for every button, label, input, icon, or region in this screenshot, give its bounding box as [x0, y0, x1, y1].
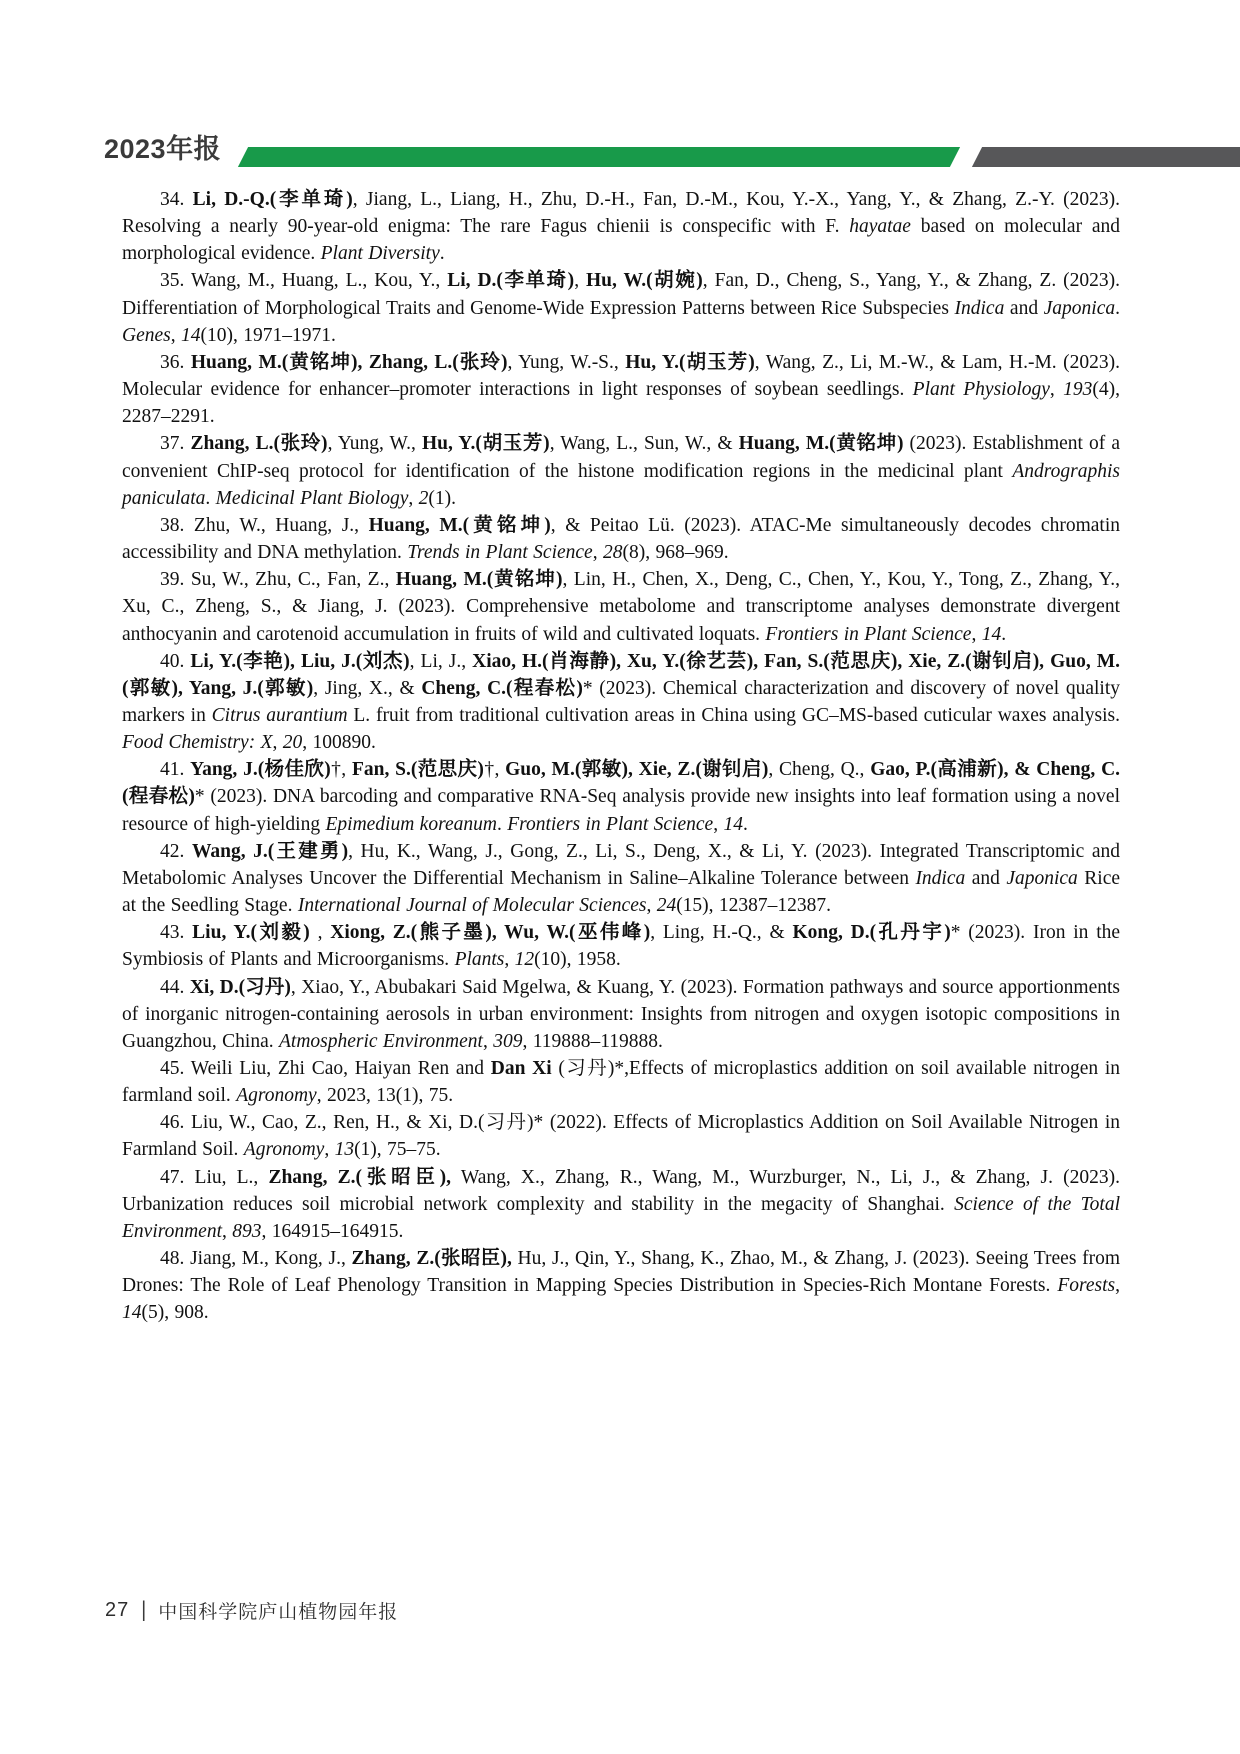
- reference-entry: [122, 756, 1120, 837]
- reference-segment: International Journal of Molecular Sciences: [297, 895, 647, 917]
- reference-segment: Huang, M.(黄铭坤): [395, 569, 563, 591]
- reference-segment: 48. Jiang, M., Kong, J.,: [160, 1248, 352, 1270]
- reference-segment: 36.: [160, 351, 191, 373]
- reference-segment: 41.: [160, 759, 191, 781]
- reference-entry: [122, 349, 1120, 430]
- reference-segment: Fan, S.(范思庆): [351, 759, 484, 781]
- reference-segment: Cheng, C.(程春松): [421, 677, 583, 699]
- reference-segment: , Xiao, Y., Abubakari Said Mgelwa, & Kuang, Y. (2023). Formation pathways and source apportionments of inorganic nitrogen-containing aerosols in urban environment: Insights from nitrogen and oxygen isotopic compositions in Guangzhou, China.: [122, 976, 1121, 1052]
- reference-segment: 46. Liu, W., Cao, Z., Ren, H., & Xi, D.(习丹)* (2022). Effects of Microplastics Addition on Soil Available Nitrogen in Farmland Soil.: [122, 1112, 1120, 1161]
- reference-segment: Huang, M.(黄铭坤): [738, 433, 904, 455]
- reference-segment: * (2023). Iron in the Symbiosis of Plants and Microorganisms.: [122, 922, 1121, 971]
- reference-segment: , 119888–119888.: [522, 1030, 663, 1052]
- footer-separator: |: [141, 1597, 147, 1622]
- reference-segment: Xiong, Z.(熊子墨), Wu, W.(巫伟峰): [330, 922, 651, 944]
- reference-segment: 47. Liu, L.,: [160, 1166, 269, 1188]
- reference-segment: 13: [334, 1139, 355, 1161]
- reference-segment: ,: [971, 623, 982, 645]
- reference-segment: , Ling, H.-Q., &: [650, 922, 793, 944]
- reference-segment: L. fruit from traditional cultivation areas in China using GC–MS-based cuticular waxes analysis.: [347, 704, 1120, 726]
- reference-segment: ,: [272, 732, 283, 754]
- reference-segment: 37.: [160, 433, 191, 455]
- reference-segment: 14: [122, 1302, 142, 1324]
- reference-segment: 24: [656, 895, 677, 917]
- reference-segment: ,: [1115, 1275, 1120, 1297]
- reference-segment: Li, D.-Q.(李单琦): [192, 189, 353, 210]
- reference-segment: Science of the Total Environment: [122, 1193, 1120, 1242]
- reference-segment: 39. Su, W., Zhu, C., Fan, Z.,: [160, 569, 396, 591]
- reference-segment: Citrus aurantium: [211, 704, 348, 726]
- reference-entry: [122, 1055, 1120, 1109]
- reference-segment: Dan Xi: [490, 1058, 552, 1079]
- reference-segment: Wang, J.(王建勇): [191, 840, 349, 862]
- reference-segment: , Hu, K., Wang, J., Gong, Z., Li, S., Deng, X., & Li, Y. (2023). Integrated Transcriptomic and Metabolomic Analyses Uncover the Differential Mechanism in Saline–Alkaline Tolerance between: [122, 840, 1120, 889]
- reference-segment: (1), 75–75.: [354, 1139, 441, 1161]
- reference-entry: [122, 566, 1120, 647]
- reference-segment: 35. Wang, M., Huang, L., Kou, Y.,: [160, 270, 448, 292]
- reference-segment: ,: [482, 1030, 494, 1052]
- reference-segment: Indica: [915, 867, 966, 889]
- reference-segment: Plant Diversity: [320, 243, 440, 265]
- reference-segment: , 164915–164915.: [261, 1220, 404, 1242]
- reference-segment: Gao, P.(高浦新), & Cheng, C.(程春松): [122, 759, 1121, 808]
- reference-segment: Indica: [954, 297, 1005, 319]
- reference-segment: Wang, X., Zhang, R., Wang, M., Wurzburger, N., Li, J., & Zhang, J. (2023). Urbanization reduces soil microbial network complexity and stability in the megacity of Shanghai.: [122, 1166, 1120, 1215]
- footer-report-label: 中国科学院庐山植物园年报: [158, 1602, 399, 1623]
- reference-segment: ,: [222, 1220, 233, 1242]
- reference-entry: [122, 648, 1120, 757]
- page-footer: [105, 1597, 398, 1624]
- reference-segment: Zhang, Z.(张昭臣),: [351, 1248, 512, 1270]
- reference-segment: Zhang, L.(张玲): [190, 433, 328, 455]
- reference-segment: 44.: [160, 976, 190, 998]
- report-year-title: 2023年报: [104, 134, 222, 164]
- reference-segment: 893: [232, 1220, 262, 1242]
- reference-segment: 28: [602, 542, 623, 564]
- reference-segment: , Jing, X., &: [313, 677, 422, 699]
- reference-segment: Li, D.(李单琦): [447, 270, 575, 292]
- reference-entry: [122, 974, 1120, 1055]
- reference-segment: ,: [713, 813, 724, 835]
- reference-segment: .: [496, 813, 508, 835]
- reference-segment: Andrographis paniculata: [122, 460, 1120, 509]
- reference-entry: [122, 186, 1120, 267]
- reference-segment: , Fan, D., Cheng, S., Yang, Y., & Zhang, Z. (2023). Differentiation of Morphological Traits and Genome-Wide Expression Patterns between Rice Subspecies: [122, 270, 1121, 319]
- reference-segment: , 100890.: [302, 732, 376, 754]
- reference-segment: ,: [309, 922, 331, 944]
- reference-list: [122, 186, 1120, 1327]
- reference-segment: Food Chemistry: X: [122, 732, 273, 754]
- reference-segment: Huang, M.(黄铭坤): [368, 514, 551, 536]
- reference-segment: ,: [504, 949, 515, 971]
- reference-segment: Epimedium koreanum: [325, 813, 497, 835]
- reference-segment: Japonica: [1006, 867, 1078, 889]
- reference-segment: 2: [418, 487, 429, 509]
- reference-segment: Frontiers in Plant Science: [765, 623, 972, 645]
- reference-segment: ,: [592, 542, 603, 564]
- header-gray-band: [972, 147, 1240, 167]
- reference-segment: 14: [723, 813, 743, 835]
- reference-entry: [122, 1109, 1120, 1163]
- reference-segment: Guo, M.(郭敏), Xie, Z.(谢钊启): [505, 759, 769, 781]
- reference-segment: Frontiers in Plant Science: [507, 813, 714, 835]
- reference-segment: Plants: [454, 949, 505, 971]
- reference-segment: Liu, Y.(刘毅): [192, 922, 310, 944]
- reference-segment: Genes: [122, 324, 171, 346]
- reference-segment: Zhang, Z.(张昭臣),: [268, 1166, 452, 1188]
- reference-segment: , Lin, H., Chen, X., Deng, C., Chen, Y., Kou, Y., Tong, Z., Zhang, Y., Xu, C., Zheng, S., & Jiang, J. (2023). Comprehensive metabolome and transcriptome analyses demonstrate divergent anthocyanin and carotenoid accumulation in fruits of wild and cultivated loquats.: [122, 569, 1120, 645]
- reference-segment: , Cheng, Q.,: [768, 759, 871, 781]
- reference-segment: .: [205, 487, 216, 509]
- reference-entry: [122, 1164, 1120, 1245]
- reference-entry: [122, 267, 1120, 348]
- page-number: 27: [105, 1599, 130, 1621]
- reference-segment: 40.: [160, 650, 191, 672]
- reference-segment: Hu, W.(胡婉): [586, 270, 703, 292]
- reference-segment: Atmospheric Environment: [278, 1030, 483, 1052]
- reference-segment: , Wang, Z., Li, M.-W., & Lam, H.-M. (2023). Molecular evidence for enhancer–promoter interactions in light responses of soybean seedlings.: [122, 351, 1120, 401]
- reference-entry: [122, 1245, 1120, 1326]
- reference-segment: Yang, J.(杨佳欣): [190, 759, 331, 781]
- reference-segment: ,: [1049, 379, 1064, 401]
- reference-segment: and: [965, 867, 1007, 889]
- reference-segment: Agronomy: [243, 1139, 325, 1161]
- reference-segment: .: [742, 813, 748, 835]
- reference-segment: 45. Weili Liu, Zhi Cao, Haiyan Ren and: [160, 1058, 491, 1079]
- reference-segment: Huang, M.(黄铭坤), Zhang, L.(张玲): [190, 351, 508, 373]
- reference-segment: and: [1004, 297, 1044, 319]
- reference-segment: 20: [282, 732, 303, 754]
- reference-segment: (1).: [428, 487, 457, 509]
- reference-segment: 14: [180, 324, 201, 346]
- header-green-band: [238, 147, 960, 167]
- reference-segment: †,: [483, 759, 506, 781]
- reference-segment: †,: [330, 759, 352, 781]
- reference-entry: [122, 838, 1120, 919]
- reference-segment: , Wang, L., Sun, W., &: [549, 433, 739, 455]
- reference-segment: , Li, J.,: [409, 650, 473, 672]
- reference-segment: ,: [324, 1139, 335, 1161]
- reference-segment: Kong, D.(孔丹宇): [792, 922, 951, 944]
- reference-segment: Hu, J., Qin, Y., Shang, K., Zhao, M., & Zhang, J. (2023). Seeing Trees from Drones: The Role of Leaf Phenology Transition in Mapping Species Distribution in Species-Rich Montane Forests.: [122, 1248, 1121, 1297]
- reference-segment: based on molecular and morphological evidence.: [122, 216, 1120, 265]
- reference-segment: .: [439, 243, 445, 265]
- reference-segment: Forests: [1057, 1275, 1116, 1297]
- reference-segment: 42.: [160, 840, 192, 862]
- reference-segment: Rice at the Seedling Stage.: [122, 867, 1120, 917]
- reference-segment: (15), 12387–12387.: [676, 895, 832, 917]
- reference-segment: Hu, Y.(胡玉芳): [625, 351, 755, 373]
- reference-segment: 12: [514, 949, 535, 971]
- reference-segment: , Yung, W.,: [327, 433, 422, 455]
- reference-segment: 14: [981, 623, 1002, 645]
- reference-segment: Xi, D.(习丹): [189, 976, 291, 998]
- reference-segment: , Yung, W.-S.,: [507, 351, 626, 373]
- reference-segment: ,: [170, 324, 181, 346]
- reference-segment: (8), 968–969.: [622, 542, 729, 564]
- reference-segment: Japonica: [1043, 297, 1116, 319]
- reference-segment: , 2023, 13(1), 75.: [316, 1085, 454, 1107]
- reference-segment: Agronomy: [236, 1085, 317, 1107]
- reference-segment: 43.: [160, 922, 193, 944]
- reference-segment: (2023). Establishment of a convenient ChIP-seq protocol for identification of the histone modification regions in the medicinal plant: [122, 433, 1120, 482]
- reference-segment: 193: [1063, 379, 1093, 401]
- reference-segment: Plant Physiology: [912, 379, 1050, 401]
- reference-entry: [122, 430, 1120, 511]
- reference-segment: (10), 1971–1971.: [200, 324, 336, 346]
- reference-segment: (4), 2287–2291.: [122, 379, 1120, 428]
- reference-segment: * (2023). Chemical characterization and discovery of novel quality markers in: [122, 677, 1120, 726]
- reference-segment: , & Peitao Lü. (2023). ATAC-Me simultaneously decodes chromatin accessibility and DNA methylation.: [122, 514, 1120, 564]
- reference-segment: * (2023). DNA barcoding and comparative RNA-Seq analysis provide new insights into leaf formation using a novel resource of high-yielding: [122, 786, 1120, 835]
- reference-segment: Medicinal Plant Biology: [215, 487, 409, 509]
- reference-segment: .: [1115, 297, 1121, 319]
- reference-segment: hayatae: [849, 216, 911, 238]
- reference-segment: 309: [493, 1030, 523, 1052]
- reference-segment: Trends in Plant Science: [407, 542, 593, 564]
- reference-segment: (习丹)*,Effects of microplastics addition on soil available nitrogen in farmland soil.: [122, 1058, 1120, 1107]
- reference-segment: ,: [408, 487, 419, 509]
- reference-segment: ,: [574, 270, 587, 292]
- reference-segment: 34.: [160, 189, 193, 210]
- reference-entry: [122, 512, 1120, 566]
- reference-segment: Hu, Y.(胡玉芳): [422, 433, 550, 455]
- reference-segment: Li, Y.(李艳), Liu, J.(刘杰): [190, 650, 410, 672]
- reference-segment: 38. Zhu, W., Huang, J.,: [160, 514, 369, 536]
- reference-segment: , Jiang, L., Liang, H., Zhu, D.-H., Fan, D.-M., Kou, Y.-X., Yang, Y., & Zhang, Z.-Y. (2023). Resolving a nearly 90-year-old enigma: The rare Fagus chienii is conspecific with F.: [122, 189, 1121, 238]
- page-header: [0, 0, 1240, 190]
- reference-segment: .: [1001, 623, 1007, 645]
- reference-segment: (10), 1958.: [534, 949, 621, 971]
- reference-entry: [122, 919, 1120, 973]
- reference-segment: (5), 908.: [141, 1302, 209, 1324]
- reference-segment: Xiao, H.(肖海静), Xu, Y.(徐艺芸), Fan, S.(范思庆), Xie, Z.(谢钊启), Guo, M.(郭敏), Yang, J.(郭敏): [122, 650, 1121, 699]
- reference-segment: ,: [646, 895, 657, 917]
